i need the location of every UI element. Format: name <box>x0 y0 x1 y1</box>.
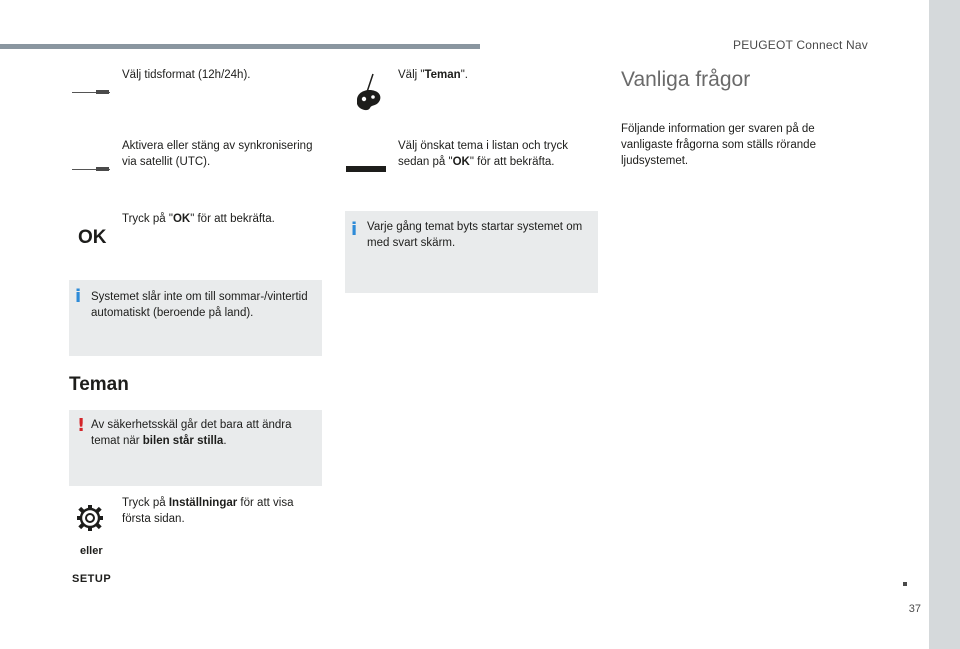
step-choose-theme: Välj önskat tema i listan och tryck sedan på "OK" för att bekräfta. <box>398 140 569 168</box>
info-icon: i <box>351 219 358 240</box>
info-tile-restart <box>345 211 598 293</box>
list-bar-highlight <box>346 166 386 172</box>
info-text-dst: Systemet slår inte om till sommar-/vintertid automatiskt (beroende på land). <box>91 291 308 319</box>
page-header: PEUGEOT Connect Nav <box>733 38 868 52</box>
step-time-format: Välj tidsformat (12h/24h). <box>122 69 251 81</box>
setup-button-icon: SETUP <box>72 573 112 585</box>
info-tile-dst <box>69 280 322 356</box>
info-text-restart: Varje gång temat byts startar systemet om med svart skärm. <box>367 221 583 249</box>
slider-bar-cap <box>96 90 109 94</box>
top-rule <box>0 44 480 49</box>
faq-intro-paragraph: Följande information ger svaren på de vanligaste frågorna som ställs rörande ljudsystemet. <box>621 123 816 167</box>
step-sync-satellite: Aktivera eller stäng av synkronisering via satellit (UTC). <box>122 140 313 168</box>
ok-icon: OK <box>78 227 107 248</box>
warning-icon: ! <box>77 415 86 436</box>
step-settings: Tryck på Inställningar för att visa första sidan. <box>122 497 294 525</box>
section-heading-teman: Teman <box>69 374 129 395</box>
or-label: eller <box>80 545 103 557</box>
page-marker <box>903 582 907 586</box>
gear-icon <box>76 504 104 532</box>
page-number: 37 <box>908 603 921 615</box>
step-select-theme: Välj "Teman". <box>398 69 468 81</box>
warning-text-theme: Av säkerhetsskäl går det bara att ändra temat när bilen står stilla. <box>91 419 292 447</box>
slider-bar-cap <box>96 167 109 171</box>
section-heading-faq: Vanliga frågor <box>621 68 751 91</box>
info-icon: i <box>75 286 82 307</box>
palette-icon <box>353 72 383 112</box>
warning-tile-theme <box>69 410 322 486</box>
step-confirm-ok: Tryck på "OK" för att bekräfta. <box>122 213 275 225</box>
right-margin-strip <box>929 0 960 649</box>
